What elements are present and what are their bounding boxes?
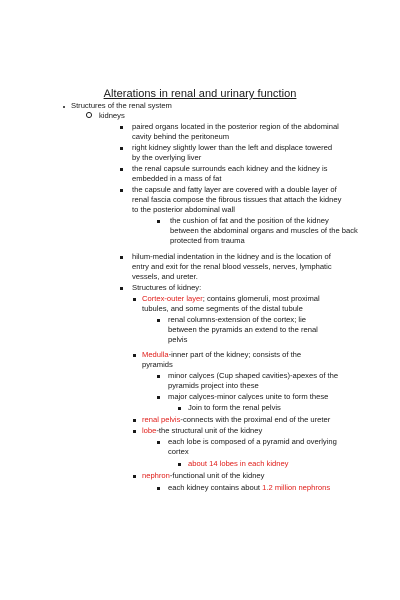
list-item: lobe-the structural unit of the kidney [142, 426, 263, 435]
list-item: nephron-functional unit of the kidney [142, 471, 265, 480]
bullet-square [157, 441, 160, 444]
list-item: each kidney contains about 1.2 million nephrons [168, 483, 331, 492]
bullet-square [120, 168, 123, 171]
bullet-square [120, 256, 123, 259]
list-item: renal pelvis-connects with the proximal end of the ureter [142, 415, 331, 424]
list-item: the cushion of fat and the position of the kidney [170, 216, 329, 225]
list-item: paired organs located in the posterior region of the abdominal [132, 122, 339, 131]
bullet-square [133, 298, 136, 301]
bullet-square [178, 407, 181, 410]
bullet-dot [63, 106, 65, 108]
highlight-term: 1.2 million nephrons [262, 483, 331, 492]
bullet-square [120, 126, 123, 129]
bullet-square [120, 287, 123, 290]
list-item: the renal capsule surrounds each kidney and the kidney is [132, 164, 328, 173]
list-item: by the overlying liver [132, 153, 202, 162]
list-item: between the pyramids an extend to the renal [168, 325, 318, 334]
list-item: pyramids project into these [168, 381, 259, 390]
list-item: major calyces-minor calyces unite to form these [168, 392, 329, 401]
list-item: renal columns-extension of the cortex; lie [168, 315, 307, 324]
list-item: tubules, and some segments of the distal tubule [142, 304, 303, 313]
bullet-square [133, 354, 136, 357]
bullet-square [133, 430, 136, 433]
list-item: protected from trauma [170, 236, 245, 245]
list-item: Join to form the renal pelvis [188, 403, 281, 412]
bullet-square [133, 475, 136, 478]
highlight-term: nephron [142, 471, 170, 480]
list-item: right kidney slightly lower than the left and displace towered [132, 143, 333, 152]
highlight-term: renal pelvis [142, 415, 181, 424]
list-item: hilum-medial indentation in the kidney and is the location of [132, 252, 331, 261]
list-item: about 14 lobes in each kidney [188, 459, 289, 468]
highlight-term: Cortex-outer layer [142, 294, 203, 303]
list-item: cortex [168, 447, 189, 456]
bullet-square [157, 319, 160, 322]
page-title: Alterations in renal and urinary function [103, 88, 297, 100]
bullet-square [157, 396, 160, 399]
list-item: to the posterior abdominal wall [132, 205, 235, 214]
list-item: Structures of the renal system [71, 101, 172, 110]
list-item: entry and exit for the renal blood vessels, nerves, lymphatic [132, 262, 332, 271]
list-item: renal fascia compose the fibrous tissues that attach the kidney [132, 195, 342, 204]
list-item: vessels, and ureter. [132, 272, 198, 281]
highlight-term: Medulla [142, 350, 169, 359]
bullet-circle [86, 112, 92, 118]
list-item: each lobe is composed of a pyramid and overlying [168, 437, 337, 446]
list-item: Medulla-inner part of the kidney; consists of the [142, 350, 302, 359]
list-item: the capsule and fatty layer are covered with a double layer of [132, 185, 337, 194]
list-item: between the abdominal organs and muscles of the back [170, 226, 358, 235]
list-item: pelvis [168, 335, 188, 344]
list-item: cavity behind the peritoneum [132, 132, 230, 141]
list-item: pyramids [142, 360, 173, 369]
bullet-square [133, 419, 136, 422]
bullet-square [157, 375, 160, 378]
bullet-square [157, 220, 160, 223]
list-item: embedded in a mass of fat [132, 174, 222, 183]
bullet-square [120, 147, 123, 150]
list-item: minor calyces (Cup shaped cavities)-apexes of the [168, 371, 339, 380]
bullet-square [157, 487, 160, 490]
bullet-square [120, 189, 123, 192]
list-item: Structures of kidney: [132, 283, 202, 292]
bullet-square [178, 463, 181, 466]
list-item: kidneys [99, 111, 125, 120]
highlight-term: lobe [142, 426, 157, 435]
list-item: Cortex-outer layer; contains glomeruli, most proximal [142, 294, 320, 303]
